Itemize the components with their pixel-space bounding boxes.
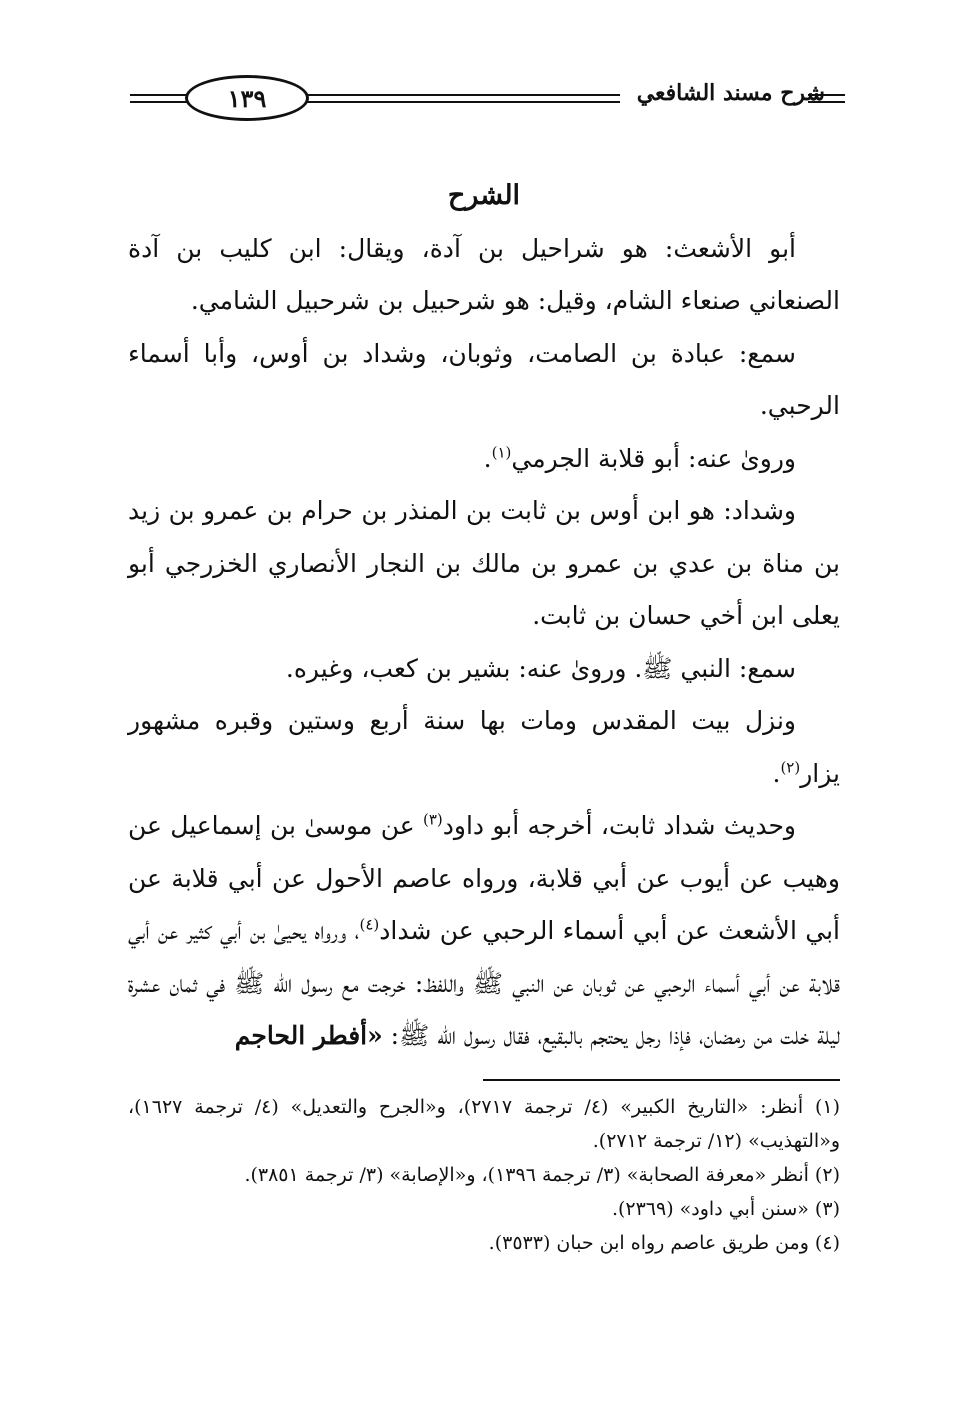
paragraph-5: سمع: النبي ﷺ. وروىٰ عنه: بشير بن كعب، وغيره. (285, 653, 796, 683)
paragraph-7-b: عن موسىٰ بن إسماعيل عن وهيب عن أيوب عن أبي قلابة، ورواه عاصم الأحول عن أبي قلابة عن أبي الأشعث عن أبي أسماء الرحبي عن شداد (128, 811, 840, 945)
footnote-ref-4: (٤) (359, 915, 380, 934)
paragraph-6 (128, 695, 840, 800)
hadith-quote-bold: «أفطر الحاجم (234, 1021, 383, 1050)
footnote-1: (١) أنظر: «التاريخ الكبير» (٤/ ترجمة ٢٧١٧)، و«الجرح والتعديل» (٤/ ترجمة ١٦٢٧)، و«التهذيب» (١٢/ ترجمة ٢٧١٢). (128, 1096, 841, 1152)
paragraph-7-a: وحديث شداد ثابت، أخرجه أبو داود (442, 811, 796, 840)
running-header (130, 70, 845, 130)
paragraph-1: أبو الأشعث: هو شراحيل بن آدة، ويقال: ابن كليب بن آدة الصنعاني صنعاء الشام، وقيل: هو شرحبيل بن شرحبيل الشامي. (128, 233, 840, 315)
paragraph-3 (128, 433, 840, 486)
header-rule-left (130, 94, 190, 96)
section-heading: الشرح (447, 180, 521, 211)
footnote-4: (٤) ومن طريق عاصم رواه ابن حبان (٣٥٣٣). (488, 1232, 840, 1254)
header-rule-middle-2 (300, 101, 620, 103)
paragraph-6-end: . (772, 758, 781, 788)
footnote-separator (483, 1079, 840, 1081)
paragraph-4: وشداد: هو ابن أوس بن ثابت بن المنذر بن حرام بن عمرو بن زيد بن مناة بن عدي بن عمرو بن مالك بن النجار الأنصاري الخزرجي أبو يعلى ابن أخي حسان بن ثابت. (128, 496, 840, 630)
paragraph-3-text: وروىٰ عنه: أبو قلابة الجرمي (511, 443, 796, 473)
paragraph-2: سمع: عبادة بن الصامت، وثوبان، وشداد بن أوس، وأبا أسماء الرحبي. (128, 338, 840, 420)
footnote-3: (٣) «سنن أبي داود» (٢٣٦٩). (611, 1198, 840, 1220)
paragraph-7 (128, 800, 840, 1063)
footnotes (128, 1090, 840, 1260)
paragraph-7-c: ، ورواه يحيىٰ بن أبي كثير عن أبي قلابة عن أبي أسماء الرحبي عن ثوبان عن النبي ﷺ واللفظ: خرجت مع رسول الله ﷺ في ثمان عشرة ليلة خلت من رمضان، فإذا رجل يحتجم بالبقيع، فقال رسول الله ﷺ: (128, 916, 840, 1050)
header-rule-middle (300, 94, 620, 96)
main-text (128, 170, 840, 1063)
paragraph-6-text: ونزل بيت المقدس ومات بها سنة أربع وستين وقبره مشهور يزار (128, 706, 840, 788)
footnote-ref-3: (٣) (422, 810, 443, 829)
footnote-ref-1: (١) (491, 443, 512, 462)
footnote-ref-2: (٢) (780, 758, 801, 777)
footnote-2: (٢) أنظر «معرفة الصحابة» (٣/ ترجمة ١٣٩٦)، و«الإصابة» (٣/ ترجمة ٣٨٥١). (244, 1164, 840, 1186)
header-rule-left-2 (130, 101, 190, 103)
book-title: شرح مسند الشافعي (636, 80, 825, 106)
paragraph-3-end: . (483, 443, 492, 473)
page-number: ١٣٩ (185, 75, 309, 121)
